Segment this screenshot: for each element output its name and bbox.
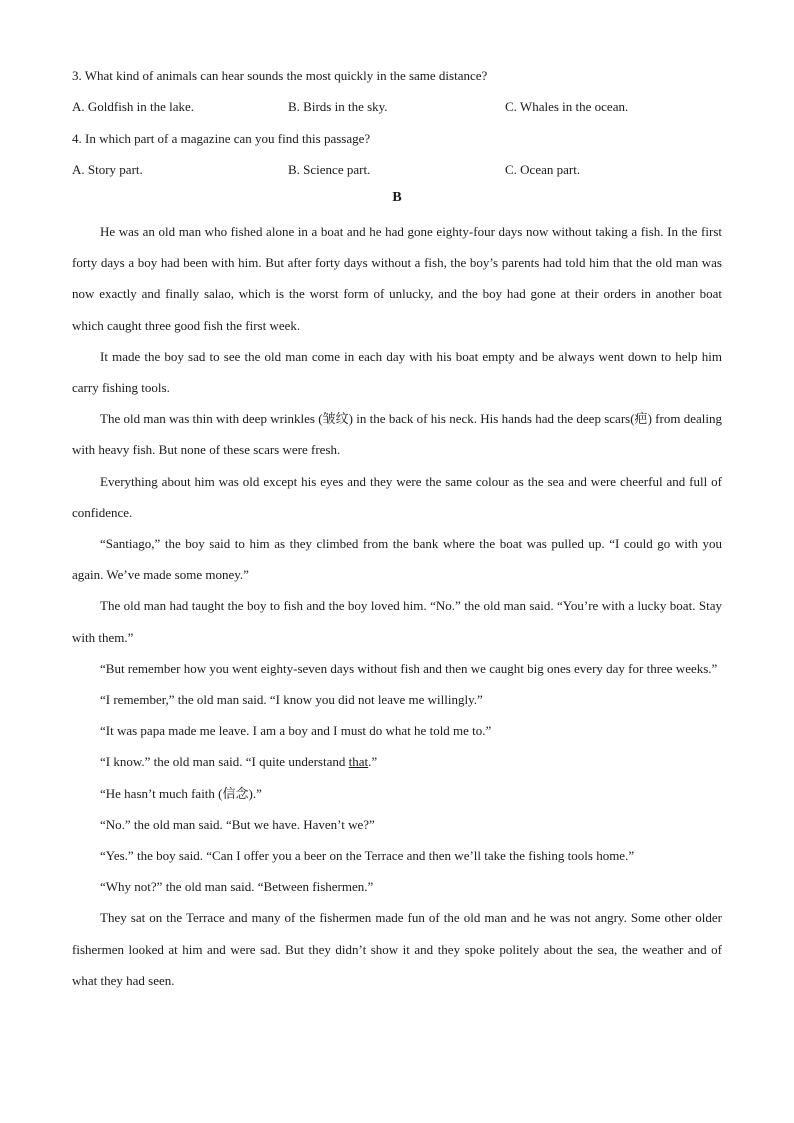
question-3-option-a: A. Goldfish in the lake. [72,99,195,114]
passage-paragraph-5: “Santiago,” the boy said to him as they climbed from the bank where the boat was pulled up. “I could go with you again. We’ve made some money.” [72,536,722,583]
passage-paragraph-2: It made the boy sad to see the old man come in each day with his boat empty and be always went down to help him carry fishing tools. [72,348,722,396]
question-4-option-b: B. Science part. [288,162,371,177]
question-3 [72,66,722,129]
question-3-text: 3. What kind of animals can hear sounds the most quickly in the same distance? [72,68,488,83]
question-4-option-a: A. Story part. [72,162,143,177]
question-3-option-b: B. Birds in the sky. [288,99,388,114]
passage-paragraph-10 [72,746,722,777]
passage-paragraph-15: They sat on the Terrace and many of the fishermen made fun of the old man and he was not angry. Some other older fishermen looked at him and were sad. But they didn’t show it and they spoke politely about the sea, the weather and of what they had seen. [72,910,722,988]
underlined-word: that [348,754,369,770]
question-3-options [72,97,722,129]
question-4 [72,129,722,192]
passage-paragraph-9: “It was papa made me leave. I am a boy and I must do what he told me to.” [100,723,492,739]
passage-paragraph-7: “But remember how you went eighty-seven days without fish and then we caught big ones every day for three weeks.” [100,660,718,676]
passage-paragraph-6: The old man had taught the boy to fish and the boy loved him. “No.” the old man said. “You’re with a lucky boat. Stay with them.” [72,598,722,645]
passage-paragraph-3: The old man was thin with deep wrinkles (皱纹) in the back of his neck. His hands had the deep scars(疤) from dealing with heavy fish. But none of these scars were fresh. [72,411,722,458]
passage-paragraph-1: He was an old man who fished alone in a boat and he had gone eighty-four days now without taking a fish. In the first forty days a boy had been with him. But after forty days without a fish, the boy’s parents had told him that the old man was now exactly and finally salao, which is the worst form of unlucky, and the boy had gone at their orders in another boat which caught three good fish the first week. [72,224,722,333]
passage-paragraph-8: “I remember,” the old man said. “I know you did not leave me willingly.” [100,692,483,708]
question-3-option-c: C. Whales in the ocean. [505,99,629,114]
worksheet-page [72,66,722,996]
passage-paragraph-14: “Why not?” the old man said. “Between fishermen.” [100,879,374,895]
passage-paragraph-12: “No.” the old man said. “But we have. Haven’t we?” [100,816,375,832]
passage-paragraph-13: “Yes.” the boy said. “Can I offer you a beer on the Terrace and then we’ll take the fishing tools home.” [100,848,635,864]
passage-paragraph-11: “He hasn’t much faith (信念).” [100,785,262,801]
question-4-text: 4. In which part of a magazine can you find this passage? [72,131,371,146]
passage-paragraph-10-before: “I know.” the old man said. “I quite understand [100,754,349,770]
passage-b [72,216,722,996]
passage-paragraph-4: Everything about him was old except his eyes and they were the same colour as the sea and were cheerful and full of confidence. [72,473,722,520]
question-4-option-c: C. Ocean part. [505,162,581,177]
passage-paragraph-10-after: .” [368,754,378,770]
section-title: B [392,190,402,205]
